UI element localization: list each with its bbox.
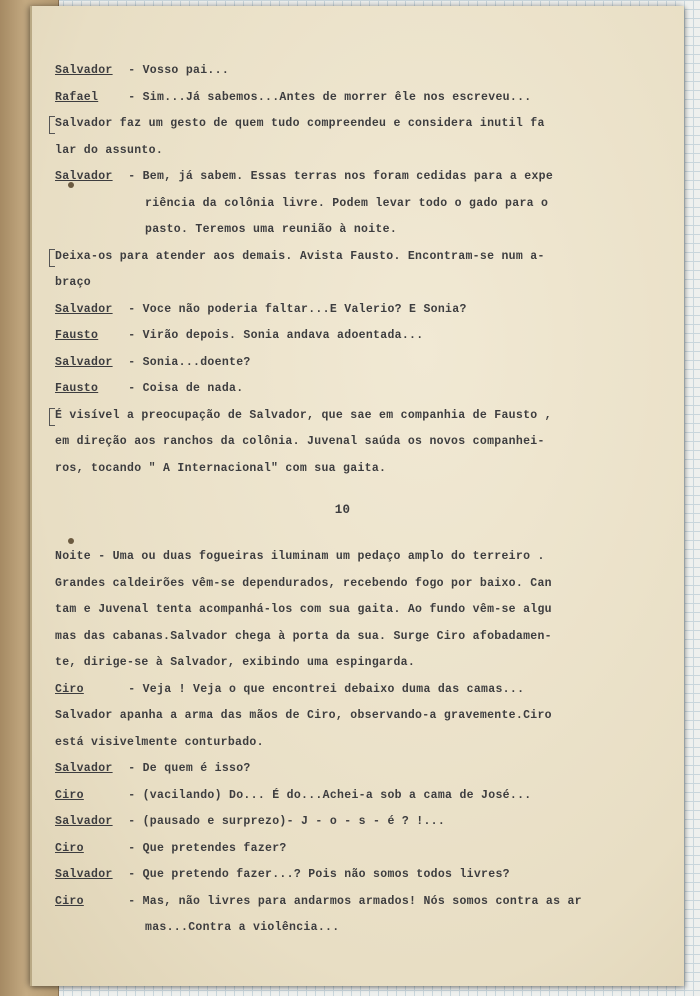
line-text: É visível a preocupação de Salvador, que sae em companhia de Fausto ,: [55, 408, 552, 422]
line-text: lar do assunto.: [55, 143, 164, 157]
dialogue-block-2: [55, 544, 630, 942]
speaker-name: Ciro: [55, 841, 84, 855]
dialogue-line: [55, 376, 630, 403]
line-text: tam e Juvenal tenta acompanhá-los com sua gaita. Ao fundo vêm-se algu: [55, 603, 552, 616]
line-text: Sim...Já sabemos...Antes de morrer êle nos escreveu...: [142, 90, 532, 104]
dialogue-line: [55, 350, 630, 377]
dialogue-line: [55, 297, 630, 324]
bracket-mark: [49, 249, 55, 267]
line-text: braço: [55, 276, 92, 289]
dialogue-line: [55, 862, 630, 889]
line-text: em direção aos ranchos da colônia. Juvenal saúda os novos companhei-: [55, 435, 545, 448]
speaker-separator: -: [121, 682, 143, 696]
line-text: Virão depois. Sonia andava adoentada...: [142, 329, 424, 342]
stage-direction-line: [55, 191, 630, 218]
script-text: [55, 58, 630, 942]
line-text: Bem, já sabem. Essas terras nos foram cedidas para a expe: [142, 170, 554, 183]
stage-direction-line: [55, 915, 630, 942]
speaker-name: Fausto: [55, 329, 99, 342]
dialogue-line: [55, 889, 630, 916]
stage-direction-line: [55, 544, 630, 571]
speaker-separator: -: [121, 841, 143, 855]
stage-direction-line: [55, 571, 630, 598]
dialogue-line: [55, 756, 630, 783]
bracket-mark: [49, 408, 55, 426]
speaker-name: Salvador: [55, 868, 113, 881]
line-text: (pausado e surprezo)- J - o - s - é ? !...: [142, 815, 446, 828]
dialogue-line: [55, 836, 630, 863]
speaker-name: Salvador: [55, 302, 113, 316]
speaker-separator: -: [121, 355, 143, 369]
speaker-name: Ciro: [55, 788, 84, 802]
line-text: riência da colônia livre. Podem levar todo o gado para o: [145, 196, 549, 210]
dialogue-line: [55, 58, 630, 85]
speaker-name: Rafael: [55, 90, 99, 104]
speaker-separator: -: [121, 329, 143, 342]
speaker-separator: -: [121, 868, 143, 881]
line-text: Noite - Uma ou duas fogueiras iluminam um pedaço amplo do terreiro .: [55, 550, 545, 563]
line-text: te, dirige-se à Salvador, exibindo uma espingarda.: [55, 656, 416, 669]
stage-direction-line: [55, 138, 630, 165]
line-text: Sonia...doente?: [142, 355, 251, 369]
stage-direction-line: [55, 217, 630, 244]
stage-direction-line: [55, 244, 630, 271]
speaker-separator: -: [121, 894, 143, 908]
speaker-separator: -: [121, 762, 143, 775]
speaker-separator: -: [121, 302, 143, 316]
stage-direction-line: [55, 429, 630, 456]
dialogue-line: [55, 164, 630, 191]
speaker-name: Ciro: [55, 682, 84, 696]
speaker-name: Ciro: [55, 894, 84, 908]
dialogue-line: [55, 809, 630, 836]
scene-number: 10: [334, 503, 351, 517]
dialogue-line: [55, 323, 630, 350]
stage-direction-line: [55, 624, 630, 651]
speaker-name: Salvador: [55, 762, 113, 775]
speaker-separator: -: [121, 815, 143, 828]
line-text: ros, tocando " A Internacional" com sua gaita.: [55, 461, 387, 475]
line-text: mas das cabanas.Salvador chega à porta da sua. Surge Ciro afobadamen-: [55, 629, 552, 643]
dialogue-block-1: [55, 58, 630, 482]
stage-direction-line: [55, 730, 630, 757]
stage-direction-line: [55, 650, 630, 677]
line-text: Salvador apanha a arma das mãos de Ciro, observando-a gravemente.Ciro: [55, 709, 552, 722]
speaker-separator: -: [121, 90, 143, 104]
stage-direction-line: [55, 597, 630, 624]
line-text: Que pretendo fazer...? Pois não somos todos livres?: [142, 868, 510, 881]
speaker-name: Fausto: [55, 382, 99, 395]
speaker-name: Salvador: [55, 64, 113, 77]
line-text: Voce não poderia faltar...E Valerio? E Sonia?: [142, 302, 467, 316]
line-text: Vosso pai...: [142, 64, 230, 77]
speaker-name: Salvador: [55, 355, 113, 369]
line-text: mas...Contra a violência...: [145, 921, 340, 934]
speaker-separator: -: [121, 64, 143, 77]
line-text: Grandes caldeirões vêm-se dependurados, recebendo fogo por baixo. Can: [55, 576, 552, 590]
dialogue-line: [55, 677, 630, 704]
line-text: Que pretendes fazer?: [142, 841, 287, 855]
line-text: Mas, não livres para andarmos armados! Nós somos contra as ar: [142, 894, 582, 908]
line-text: Veja ! Veja o que encontrei debaixo duma das camas...: [142, 682, 525, 696]
stage-direction-line: [55, 703, 630, 730]
dialogue-line: [55, 783, 630, 810]
line-text: (vacilando) Do... É do...Achei-a sob a cama de José...: [142, 788, 532, 802]
stage-direction-line: [55, 111, 630, 138]
line-text: pasto. Teremos uma reunião à noite.: [145, 223, 398, 236]
speaker-separator: -: [121, 788, 143, 802]
line-text: De quem é isso?: [142, 762, 251, 775]
speaker-separator: -: [121, 382, 143, 395]
speaker-name: Salvador: [55, 170, 113, 183]
speaker-separator: -: [121, 170, 143, 183]
bracket-mark: [49, 116, 55, 134]
stage-direction-line: [55, 456, 630, 483]
line-text: Deixa-os para atender aos demais. Avista Fausto. Encontram-se num a-: [55, 249, 545, 263]
line-text: Salvador faz um gesto de quem tudo compreendeu e considera inutil fa: [55, 117, 545, 130]
speaker-name: Salvador: [55, 815, 113, 828]
stage-direction-line: [55, 403, 630, 430]
line-text: Coisa de nada.: [142, 382, 244, 395]
stage-direction-line: [55, 270, 630, 297]
line-text: está visivelmente conturbado.: [55, 735, 264, 749]
dialogue-line: [55, 85, 630, 112]
